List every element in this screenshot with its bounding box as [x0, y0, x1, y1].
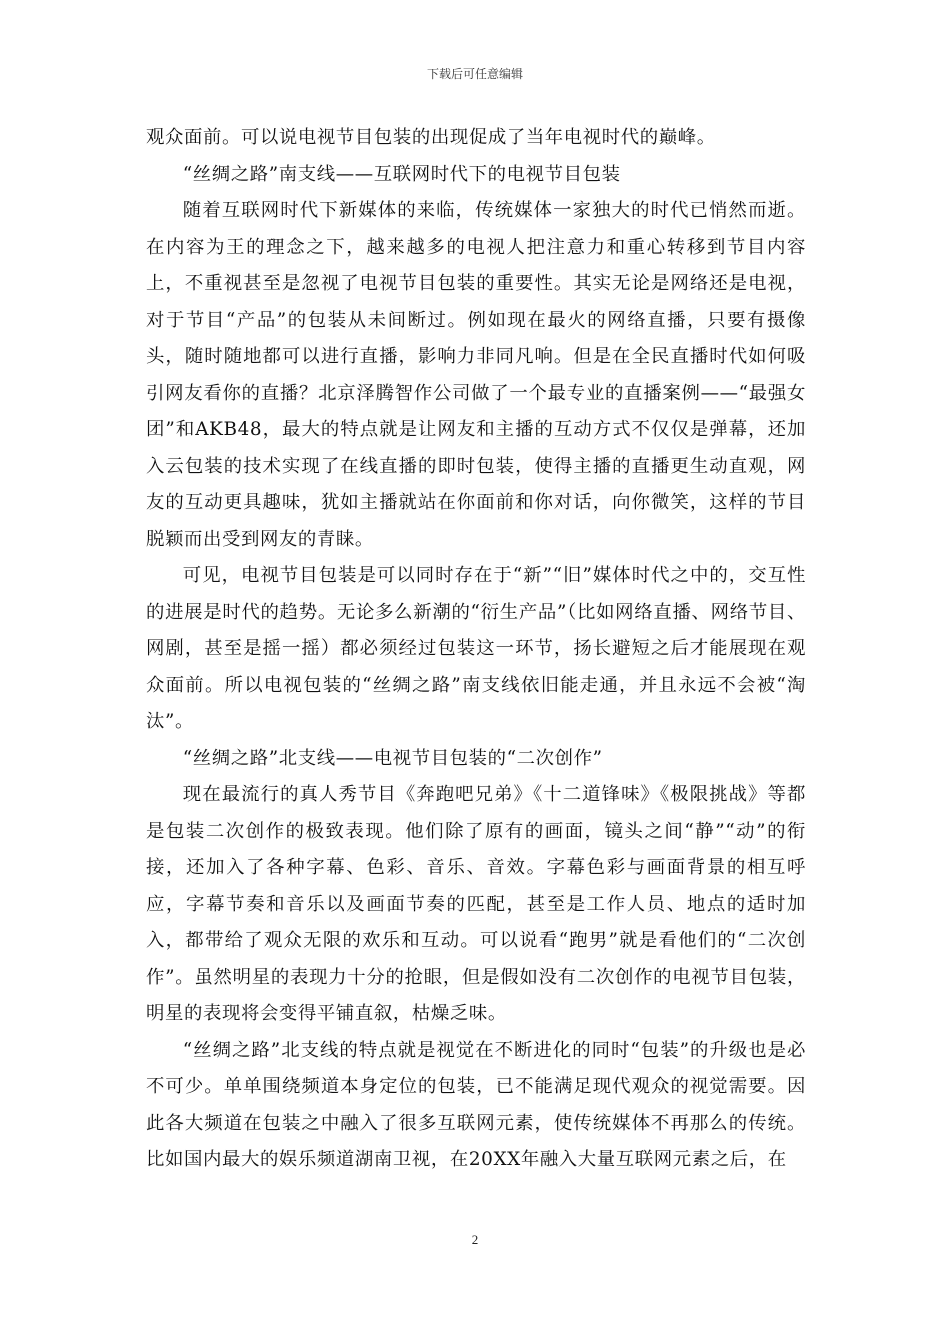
document-body [146, 120, 806, 1179]
paragraph-reality-shows: 现在最流行的真人秀节目《奔跑吧兄弟》《十二道锋味》《极限挑战》等都是包装二次创作的极致表现。他们除了原有的画面，镜头之间“静”“动”的衔接，还加入了各种字幕、色彩、音乐、音效。字幕色彩与画面背景的相互呼应，字幕节奏和音乐以及画面节奏的匹配，甚至是工作人员、地点的适时加入，都带给了观众无限的欢乐和互动。可以说看“跑男”就是看他们的“二次创作”。虽然明星的表现力十分的抢眼，但是假如没有二次创作的电视节目包装，明星的表现将会变得平铺直叙，枯燥乏味。 [146, 784, 806, 1024]
paragraph-new-old-media: 可见，电视节目包装是可以同时存在于“新”“旧”媒体时代之中的，交互性的进展是时代的趋势。无论多么新潮的“衍生产品”（比如网络直播、网络节目、网剧，甚至是摇一摇）都必须经过包装这一环节，扬长避短之后才能展现在观众面前。所以电视包装的“丝绸之路”南支线依旧能走通，并且永远不会被“淘汰”。 [146, 565, 806, 732]
section-heading-north-branch: “丝绸之路”北支线——电视节目包装的“二次创作” [182, 747, 603, 769]
page-header: 下载后可任意编辑 [426, 67, 523, 81]
paragraph-internet-era: 随着互联网时代下新媒体的来临，传统媒体一家独大的时代已悄然而逝。在内容为王的理念之下，越来越多的电视人把注意力和重心转移到节目内容上，不重视甚至是忽视了电视节目包装的重要性。其实无论是网络还是电视，对于节目“产品”的包装从未间断过。例如现在最火的网络直播，只要有摄像头，随时随地都可以进行直播，影响力非同凡响。但是在全民直播时代如何吸引网友看你的直播？北京泽腾智作公司做了一个最专业的直播案例——“最强女团”和AKB48，最大的特点就是让网友和主播的互动方式不仅仅是弹幕，还加入云包装的技术实现了在线直播的即时包装，使得主播的直播更生动直观，网友的互动更具趣味，犹如主播就站在你面前和你对话，向你微笑，这样的节目脱颖而出受到网友的青睐。 [146, 200, 806, 550]
paragraph-north-branch-features: “丝绸之路”北支线的特点就是视觉在不断进化的同时“包装”的升级也是必不可少。单单围绕频道本身定位的包装，已不能满足现代观众的视觉需要。因此各大频道在包装之中融入了很多互联网元素，使传统媒体不再那么的传统。比如国内最大的娱乐频道湖南卫视，在20XX年融入大量互联网元素之后，在 [146, 1039, 806, 1170]
page-number: 2 [471, 1232, 479, 1247]
section-heading-south-branch: “丝绸之路”南支线——互联网时代下的电视节目包装 [182, 163, 621, 185]
paragraph-continuation: 观众面前。可以说电视节目包装的出现促成了当年电视时代的巅峰。 [146, 127, 716, 148]
